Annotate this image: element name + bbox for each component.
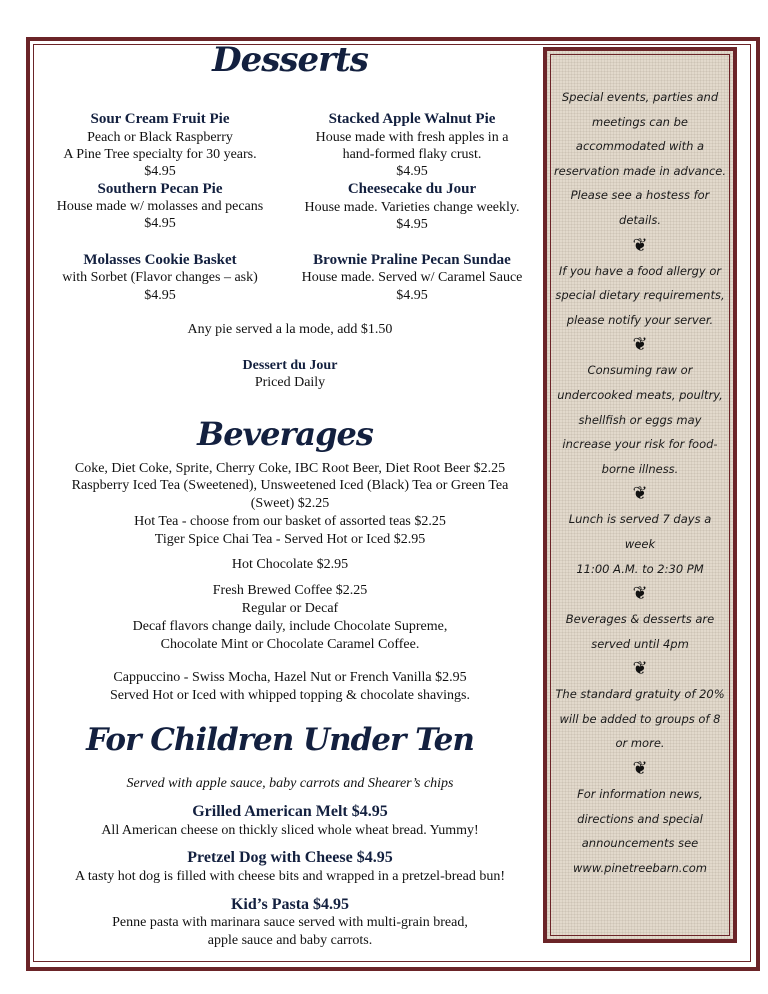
info-sidebar — [543, 47, 737, 943]
dessert-price: $4.95 — [144, 216, 176, 231]
dessert-name: Cheesecake du Jour — [347, 181, 477, 197]
ornament-icon: ❦ — [632, 483, 648, 505]
desserts-title: Desserts — [212, 40, 368, 80]
ornament-icon: ❦ — [632, 658, 648, 680]
ornament-icon: ❦ — [632, 758, 648, 780]
dessert-price: $4.95 — [396, 164, 428, 179]
kids-item-name: Kid’s Pasta $4.95 — [230, 896, 350, 913]
dessert-desc: House made w/ molasses and pecans — [56, 199, 264, 214]
kids-item-desc: A tasty hot dog is filled with cheese bits and wrapped in a pretzel-bread bun! — [75, 869, 505, 884]
children-title: For Children Under Ten — [86, 722, 474, 758]
dessert-price: $4.95 — [396, 217, 428, 232]
raw-food-note: Consuming raw or undercooked meats, poultry, shellfish or eggs may increase your risk for food-borne illness. — [557, 363, 723, 476]
dessert-desc: House made. Served w/ Caramel Sauce — [301, 270, 523, 285]
dessert-name: Southern Pecan Pie — [97, 181, 223, 197]
dessert-price: $4.95 — [396, 288, 428, 303]
beverage-line: Tiger Spice Chai Tea - Served Hot or Iced $2.95 — [154, 532, 426, 547]
dessert-du-jour: Dessert du Jour — [242, 358, 338, 373]
kids-item-name: Grilled American Melt $4.95 — [192, 803, 388, 820]
dessert-desc: Peach or Black Raspberry — [87, 130, 233, 145]
ornament-icon: ❦ — [632, 583, 648, 605]
beverage-line: Chocolate Mint or Chocolate Caramel Coffee. — [160, 637, 420, 652]
allergy-note: If you have a food allergy or special dietary requirements, please notify your server. — [555, 263, 725, 327]
kids-item-desc: apple sauce and baby carrots. — [207, 933, 373, 948]
gratuity-note: The standard gratuity of 20% will be added to groups of 8 or more. — [555, 687, 725, 751]
dessert-name: Sour Cream Fruit Pie — [90, 111, 230, 127]
beverage-line: Coke, Diet Coke, Sprite, Cherry Coke, IBC Root Beer, Diet Root Beer $2.25 — [74, 461, 506, 476]
ornament-icon: ❦ — [632, 334, 648, 356]
ornament-icon: ❦ — [632, 234, 648, 256]
beverage-line: Cappuccino - Swiss Mocha, Hazel Nut or French Vanilla $2.95 — [113, 670, 467, 685]
events-note: Special events, parties and meetings can be accommodated with a reservation made in advance. Please see a hostess for details. — [553, 90, 727, 227]
dessert-name: Molasses Cookie Basket — [83, 252, 237, 268]
beverage-line: Hot Tea - choose from our basket of assorted teas $2.25 — [134, 514, 446, 529]
dessert-name: Brownie Praline Pecan Sundae — [313, 252, 511, 268]
lunch-hours: 11:00 A.M. to 2:30 PM — [576, 561, 704, 576]
dessert-desc: A Pine Tree specialty for 30 years. — [63, 147, 257, 162]
website-note: For information news, directions and special announcements see www.pinetreebarn.com — [573, 787, 707, 875]
children-subtitle: Served with apple sauce, baby carrots and Shearer’s chips — [126, 776, 454, 791]
kids-item-desc: All American cheese on thickly sliced whole wheat bread. Yummy! — [101, 823, 479, 838]
dessert-price: $4.95 — [144, 164, 176, 179]
beverage-line: (Sweet) $2.25 — [250, 496, 330, 511]
beverage-line: Served Hot or Iced with whipped topping & chocolate shavings. — [109, 688, 471, 703]
beverage-line: Hot Chocolate $2.95 — [231, 557, 349, 572]
kids-item-desc: Penne pasta with marinara sauce served with multi-grain bread, — [112, 915, 468, 930]
dessert-desc: House made. Varieties change weekly. — [304, 200, 520, 215]
kids-item-name: Pretzel Dog with Cheese $4.95 — [187, 849, 393, 866]
beverage-line: Fresh Brewed Coffee $2.25 — [212, 583, 368, 598]
beverage-line: Raspberry Iced Tea (Sweetened), Unsweetened Iced (Black) Tea or Green Tea — [71, 478, 509, 493]
dessert-price: $4.95 — [144, 288, 176, 303]
lunch-note: Lunch is served 7 days a week — [568, 512, 712, 551]
a-la-mode-note: Any pie served a la mode, add $1.50 — [187, 322, 393, 337]
dessert-du-jour-price: Priced Daily — [254, 375, 326, 390]
dessert-desc: with Sorbet (Flavor changes – ask) — [62, 270, 258, 285]
beverages-title: Beverages — [197, 415, 373, 453]
beverage-line: Regular or Decaf — [241, 601, 339, 616]
dessert-desc: House made with fresh apples in a — [315, 130, 509, 145]
beverages-hours-note: Beverages & desserts are served until 4pm — [565, 612, 715, 651]
dessert-desc: hand-formed flaky crust. — [342, 147, 482, 162]
beverage-line: Decaf flavors change daily, include Chocolate Supreme, — [132, 619, 448, 634]
dessert-name: Stacked Apple Walnut Pie — [328, 111, 496, 127]
